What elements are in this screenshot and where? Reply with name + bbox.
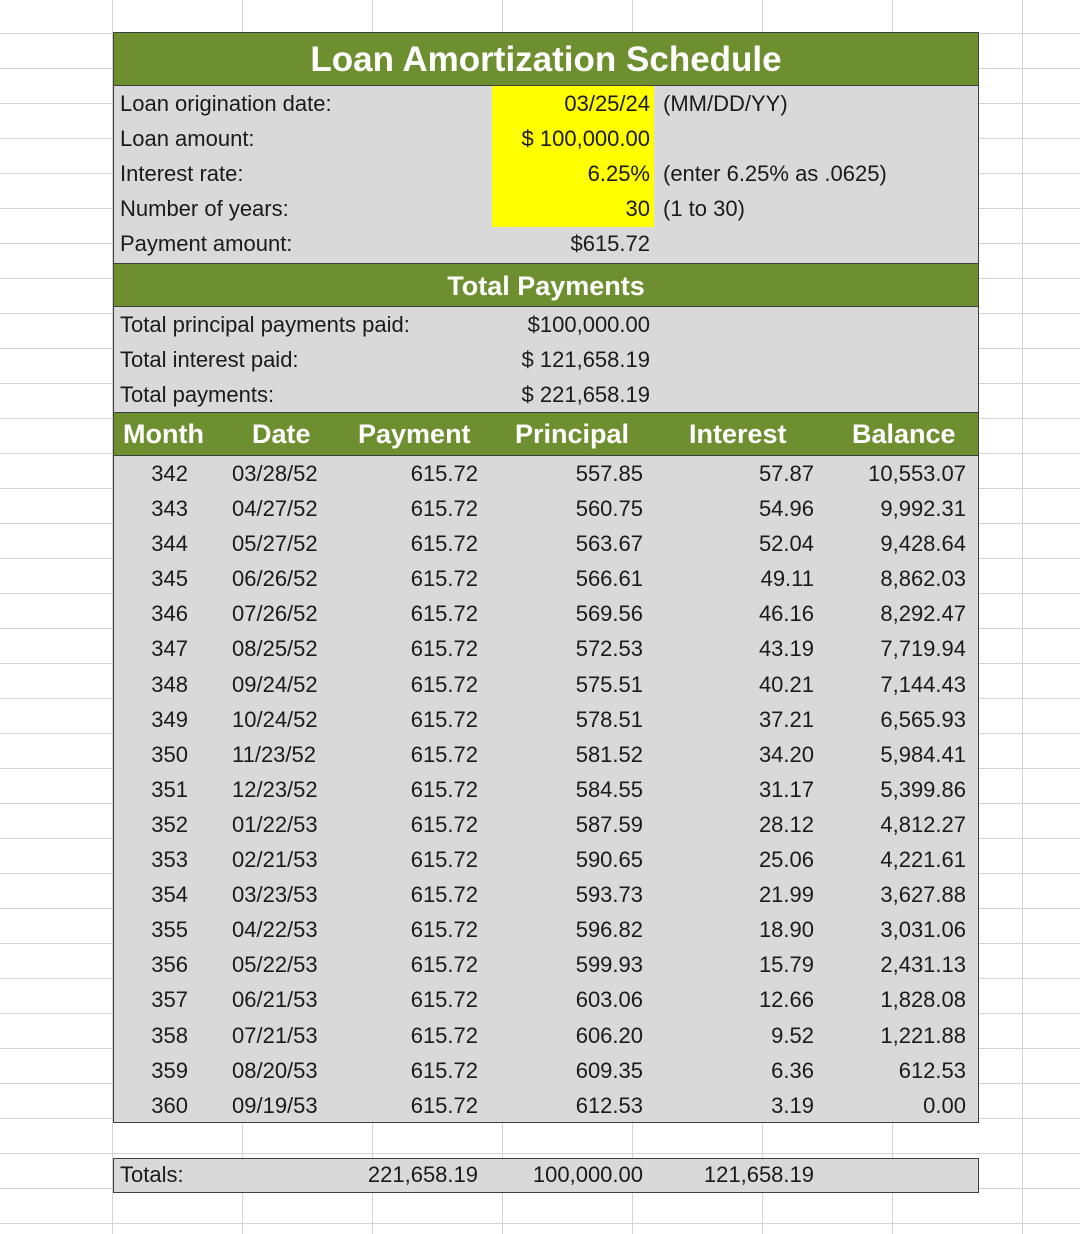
interest-cell[interactable]: 18.90 (758, 917, 814, 943)
table-body (114, 456, 978, 1123)
principal-cell[interactable]: 596.82 (575, 917, 643, 943)
column-header-interest[interactable]: Interest (689, 419, 787, 449)
payment-cell[interactable]: 615.72 (410, 987, 478, 1013)
total-payments-section (113, 263, 979, 412)
payment-cell[interactable]: 615.72 (410, 1022, 478, 1048)
payment-cell[interactable]: 615.72 (410, 917, 478, 943)
amount-row (114, 121, 978, 156)
balance-cell[interactable]: 10,553.07 (868, 461, 966, 486)
date-cell[interactable]: 04/22/53 (232, 917, 318, 943)
date-cell[interactable]: 11/23/52 (232, 741, 317, 767)
interest-cell[interactable]: 3.19 (771, 1092, 814, 1118)
date-cell[interactable]: 03/23/53 (232, 882, 318, 908)
loan-amount-input[interactable]: $ 100,000.00 (521, 126, 650, 151)
origination-note: (MM/DD/YY) (663, 91, 788, 116)
principal-cell[interactable]: 612.53 (575, 1092, 643, 1118)
interest-cell[interactable]: 12.66 (758, 987, 814, 1013)
table-row (114, 947, 978, 982)
interest-cell[interactable]: 46.16 (758, 601, 814, 627)
principal-cell[interactable]: 609.35 (575, 1057, 643, 1083)
payment-cell[interactable]: 615.72 (410, 952, 478, 978)
table-row (114, 737, 978, 772)
balance-cell[interactable]: 3,627.88 (880, 882, 966, 908)
interest-cell[interactable]: 49.11 (760, 566, 814, 592)
month-cell[interactable]: 360 (151, 1092, 188, 1118)
interest-cell[interactable]: 37.21 (758, 706, 814, 732)
table-row (114, 772, 978, 807)
balance-cell[interactable]: 0.00 (923, 1092, 966, 1118)
total-principal-value: $100,000.00 (527, 312, 650, 337)
interest-cell[interactable]: 31.17 (758, 776, 814, 802)
totals-interest: 121,658.19 (703, 1162, 814, 1187)
loan-inputs-section (113, 32, 979, 263)
total-principal-label: Total principal payments paid: (120, 312, 410, 337)
table-row (114, 807, 978, 842)
balance-cell[interactable]: 9,428.64 (880, 531, 966, 557)
schedule-title: Loan Amortization Schedule (114, 32, 978, 86)
date-cell[interactable]: 09/24/52 (232, 671, 318, 697)
payment-cell[interactable]: 615.72 (410, 601, 478, 627)
principal-cell[interactable]: 584.55 (575, 776, 643, 802)
totals-row (113, 1158, 979, 1193)
date-cell[interactable]: 07/26/52 (232, 601, 318, 627)
date-cell[interactable]: 05/22/53 (232, 952, 318, 978)
principal-cell[interactable]: 606.20 (575, 1022, 643, 1048)
payment-cell[interactable]: 615.72 (410, 706, 478, 732)
table-row (114, 912, 978, 947)
balance-cell[interactable]: 8,292.47 (880, 601, 966, 627)
total-payments-header: Total Payments (114, 263, 978, 307)
payment-cell[interactable]: 615.72 (410, 671, 478, 697)
total-payments-value: $ 221,658.19 (521, 382, 650, 407)
schedule-table (113, 412, 979, 1123)
date-cell[interactable]: 10/24/52 (232, 706, 318, 732)
interest-cell[interactable]: 52.04 (758, 531, 814, 557)
column-header-month[interactable]: Month (123, 419, 204, 449)
payment-cell[interactable]: 615.72 (410, 1092, 478, 1118)
interest-cell[interactable]: 9.52 (771, 1022, 814, 1048)
month-cell[interactable]: 356 (151, 952, 188, 978)
payment-label: Payment amount: (120, 231, 293, 256)
principal-cell[interactable]: 581.52 (575, 741, 643, 767)
month-cell[interactable]: 348 (151, 671, 188, 697)
interest-cell[interactable]: 43.19 (758, 636, 814, 662)
total-principal-row (114, 307, 978, 342)
table-row (114, 1053, 978, 1088)
balance-cell[interactable]: 5,399.86 (880, 776, 966, 802)
principal-cell[interactable]: 587.59 (575, 811, 643, 837)
totals-principal: 100,000.00 (532, 1162, 643, 1187)
origination-input[interactable]: 03/25/24 (564, 91, 650, 116)
balance-cell[interactable]: 6,565.93 (880, 706, 966, 732)
principal-cell[interactable]: 575.51 (575, 671, 643, 697)
totals-label: Totals: (120, 1162, 184, 1187)
month-cell[interactable]: 355 (151, 917, 188, 943)
principal-cell[interactable]: 569.56 (575, 601, 643, 627)
principal-cell[interactable]: 566.61 (575, 566, 643, 592)
balance-cell[interactable]: 1,221.88 (880, 1022, 966, 1048)
payment-cell[interactable]: 615.72 (410, 461, 478, 486)
table-header-row (114, 412, 978, 456)
interest-cell[interactable]: 21.99 (758, 882, 814, 908)
payment-cell[interactable]: 615.72 (410, 1057, 478, 1083)
balance-cell[interactable]: 7,144.43 (880, 671, 966, 697)
rate-row (114, 156, 978, 191)
date-cell[interactable]: 02/21/53 (232, 847, 318, 873)
payment-cell[interactable]: 615.72 (410, 496, 478, 522)
column-header-payment[interactable]: Payment (358, 419, 471, 449)
principal-cell[interactable]: 603.06 (575, 987, 643, 1013)
date-cell[interactable]: 01/22/53 (232, 811, 318, 837)
month-cell[interactable]: 346 (151, 601, 188, 627)
interest-cell[interactable]: 15.79 (758, 952, 814, 978)
month-cell[interactable]: 359 (151, 1057, 188, 1083)
interest-cell[interactable]: 6.36 (771, 1057, 814, 1083)
origination-label: Loan origination date: (120, 91, 332, 116)
interest-cell[interactable]: 54.96 (758, 496, 814, 522)
balance-cell[interactable]: 5,984.41 (880, 741, 966, 767)
interest-rate-input[interactable]: 6.25% (587, 161, 650, 186)
interest-cell[interactable]: 28.12 (758, 811, 814, 837)
payment-cell[interactable]: 615.72 (410, 741, 478, 767)
column-header-date[interactable]: Date (252, 419, 311, 449)
origination-row (114, 86, 978, 121)
principal-cell[interactable]: 572.53 (575, 636, 643, 662)
table-row (114, 491, 978, 526)
payment-cell[interactable]: 615.72 (410, 566, 478, 592)
interest-cell[interactable]: 57.87 (758, 461, 814, 486)
table-row (114, 667, 978, 702)
table-row (114, 982, 978, 1017)
balance-cell[interactable]: 4,812.27 (880, 811, 966, 837)
balance-cell[interactable]: 1,828.08 (880, 987, 966, 1013)
principal-cell[interactable]: 599.93 (575, 952, 643, 978)
balance-cell[interactable]: 3,031.06 (880, 917, 966, 943)
table-row (114, 877, 978, 912)
month-cell[interactable]: 344 (151, 531, 188, 557)
payment-cell[interactable]: 615.72 (410, 847, 478, 873)
principal-cell[interactable]: 590.65 (575, 847, 643, 873)
principal-cell[interactable]: 593.73 (575, 882, 643, 908)
interest-cell[interactable]: 34.20 (758, 741, 814, 767)
table-row (114, 1088, 978, 1123)
balance-cell[interactable]: 8,862.03 (880, 566, 966, 592)
month-cell[interactable]: 353 (151, 847, 188, 873)
total-interest-row (114, 342, 978, 377)
years-input[interactable]: 30 (625, 196, 650, 221)
balance-cell[interactable]: 2,431.13 (880, 952, 966, 978)
years-row (114, 191, 978, 226)
total-payments-row (114, 377, 978, 412)
month-cell[interactable]: 342 (151, 461, 188, 486)
payment-cell[interactable]: 615.72 (410, 776, 478, 802)
month-cell[interactable]: 358 (151, 1022, 188, 1048)
table-row (114, 631, 978, 666)
month-cell[interactable]: 347 (151, 636, 188, 662)
table-row (114, 842, 978, 877)
table-row (114, 526, 978, 561)
month-cell[interactable]: 351 (151, 776, 188, 802)
rate-label: Interest rate: (120, 161, 244, 186)
month-cell[interactable]: 352 (151, 811, 188, 837)
payment-cell[interactable]: 615.72 (410, 811, 478, 837)
years-note: (1 to 30) (663, 196, 745, 221)
interest-cell[interactable]: 40.21 (758, 671, 814, 697)
principal-cell[interactable]: 563.67 (575, 531, 643, 557)
balance-cell[interactable]: 612.53 (898, 1057, 966, 1083)
totals-payment: 221,658.19 (367, 1162, 478, 1187)
date-cell[interactable]: 08/25/52 (232, 636, 318, 662)
principal-cell[interactable]: 557.85 (575, 461, 643, 486)
table-row (114, 702, 978, 737)
years-label: Number of years: (120, 196, 289, 221)
principal-cell[interactable]: 560.75 (575, 496, 643, 522)
date-cell[interactable]: 12/23/52 (232, 776, 318, 802)
month-cell[interactable]: 350 (151, 741, 188, 767)
table-row (114, 1018, 978, 1053)
date-cell[interactable]: 07/21/53 (232, 1022, 318, 1048)
date-cell[interactable]: 04/27/52 (232, 496, 318, 522)
balance-cell[interactable]: 9,992.31 (880, 496, 966, 522)
payment-row (114, 226, 978, 261)
balance-cell[interactable]: 7,719.94 (880, 636, 966, 662)
payment-cell[interactable]: 615.72 (410, 531, 478, 557)
principal-cell[interactable]: 578.51 (575, 706, 643, 732)
amount-label: Loan amount: (120, 126, 255, 151)
total-interest-value: $ 121,658.19 (521, 347, 650, 372)
payment-amount-value: $615.72 (570, 231, 650, 256)
column-header-principal[interactable]: Principal (515, 419, 630, 449)
table-row (114, 456, 978, 491)
table-row (114, 561, 978, 596)
column-header-balance[interactable]: Balance (852, 419, 956, 449)
month-cell[interactable]: 345 (151, 566, 188, 592)
rate-note: (enter 6.25% as .0625) (663, 161, 887, 186)
interest-cell[interactable]: 25.06 (758, 847, 814, 873)
month-cell[interactable]: 357 (151, 987, 188, 1013)
date-cell[interactable]: 06/21/53 (232, 987, 318, 1013)
date-cell[interactable]: 09/19/53 (232, 1092, 318, 1118)
total-payments-label: Total payments: (120, 382, 275, 407)
date-cell[interactable]: 08/20/53 (232, 1057, 318, 1083)
date-cell[interactable]: 06/26/52 (232, 566, 318, 592)
total-interest-label: Total interest paid: (120, 347, 299, 372)
month-cell[interactable]: 349 (151, 706, 188, 732)
payment-cell[interactable]: 615.72 (410, 882, 478, 908)
balance-cell[interactable]: 4,221.61 (880, 847, 966, 873)
table-row (114, 596, 978, 631)
month-cell[interactable]: 343 (151, 496, 188, 522)
date-cell[interactable]: 05/27/52 (232, 531, 318, 557)
payment-cell[interactable]: 615.72 (410, 636, 478, 662)
month-cell[interactable]: 354 (151, 882, 188, 908)
date-cell[interactable]: 03/28/52 (232, 461, 318, 486)
